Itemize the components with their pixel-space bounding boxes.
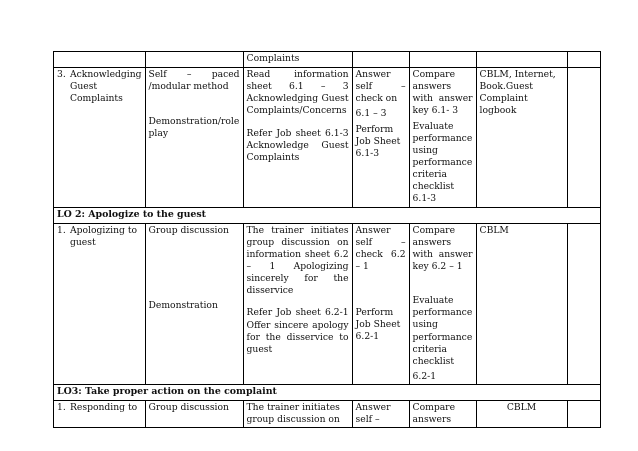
presentation-cell: Read information sheet 6.1 – 3 Acknowledging Guest Complaints/Concerns Refer Job sheet 6.1-3 Acknowledge Guest Complaints bbox=[243, 68, 352, 208]
presentation-cell: The trainer initiates group discussion on information sheet 6.2 – 1 Apologizing sincerely for the disservice Refer Job sheet 6.2-1 Offer sincere apology for the disservice to guest bbox=[243, 223, 352, 385]
resources-cell: CBLM bbox=[476, 401, 567, 428]
presentation-cell: The trainer initiates group discussion on bbox=[243, 401, 352, 428]
learning-outcome-row bbox=[54, 385, 601, 401]
session-plan-table bbox=[53, 51, 601, 428]
practice-cell: Answer self – check on 6.1 – 3 Perform Job Sheet 6.1-3 bbox=[352, 68, 409, 208]
learning-outcome-heading: LO 2: Apologize to the guest bbox=[54, 207, 601, 223]
feedback-cell: Compare answers with answer key 6.1- 3 Evaluate performance using performance criteria checklist 6.1-3 bbox=[409, 68, 476, 208]
resources-cell: CBLM bbox=[476, 223, 567, 385]
resources-cell: CBLM, Internet, Book.Guest Complaint logbook bbox=[476, 68, 567, 208]
table-row bbox=[54, 223, 601, 385]
table-row bbox=[54, 401, 601, 428]
content-cell: 1. Responding to bbox=[54, 401, 146, 428]
content-cell: 1. Apologizing to guest bbox=[54, 223, 146, 385]
practice-cell: Answer self – check 6.2 – 1 Perform Job Sheet 6.2-1 bbox=[352, 223, 409, 385]
methods-cell: Self – paced /modular method Demonstration/role play bbox=[145, 68, 243, 208]
practice-cell: Answer self – bbox=[352, 401, 409, 428]
table-row bbox=[54, 68, 601, 208]
methods-cell: Group discussion bbox=[145, 401, 243, 428]
presentation-cell: Complaints bbox=[243, 52, 352, 68]
table-row bbox=[54, 52, 601, 68]
learning-outcome-row bbox=[54, 207, 601, 223]
methods-cell: Group discussion Demonstration bbox=[145, 223, 243, 385]
learning-outcome-heading: LO3: Take proper action on the complaint bbox=[54, 385, 601, 401]
content-cell: 3. Acknowledging Guest Complaints bbox=[54, 68, 146, 208]
feedback-cell: Compare answers with answer key 6.2 – 1 Evaluate performance using performance criteria checklist 6.2-1 bbox=[409, 223, 476, 385]
feedback-cell: Compare answers bbox=[409, 401, 476, 428]
